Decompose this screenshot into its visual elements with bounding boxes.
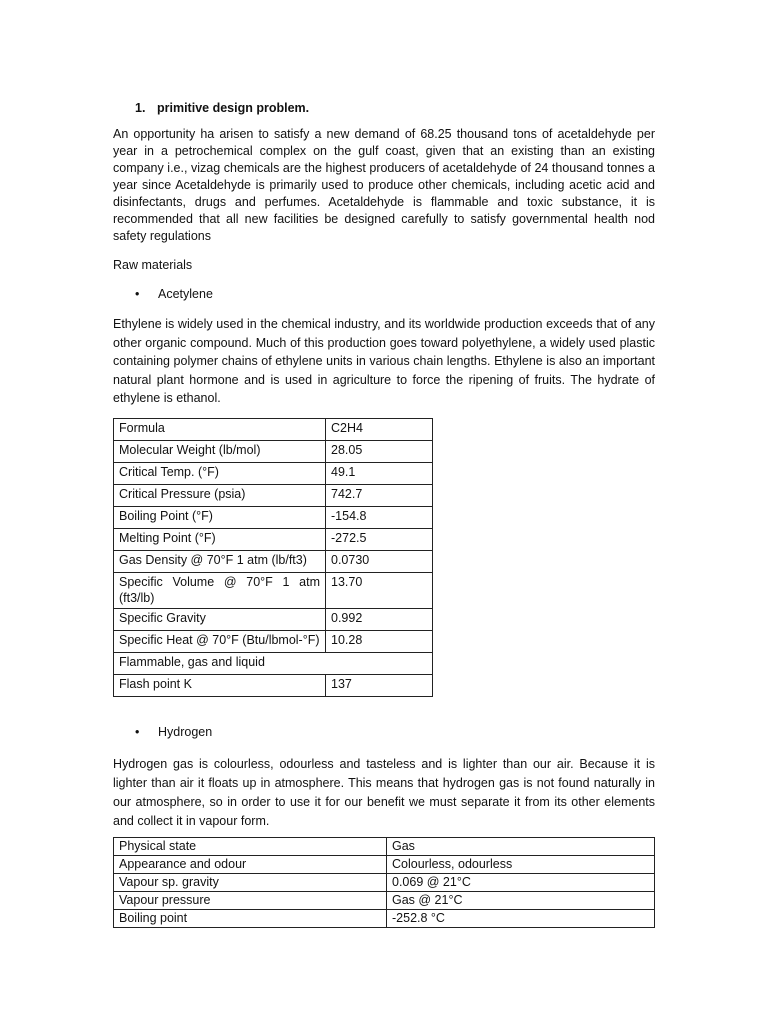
bullet-acetylene — [135, 286, 213, 303]
property-value: -252.8 °C — [387, 910, 655, 928]
table-row — [114, 551, 433, 573]
property-value: -272.5 — [326, 529, 433, 551]
property-value: 0.069 @ 21°C — [387, 874, 655, 892]
bullet-label: Hydrogen — [158, 725, 213, 739]
property-name: Flash point K — [114, 675, 326, 697]
table-row — [114, 631, 433, 653]
property-value: 28.05 — [326, 441, 433, 463]
bullet-icon: • — [135, 725, 140, 739]
bullet-icon: • — [135, 287, 140, 301]
table-row — [114, 838, 655, 856]
property-name: Specific Gravity — [114, 609, 326, 631]
property-name: Formula — [114, 419, 326, 441]
table-row — [114, 441, 433, 463]
property-name: Specific Heat @ 70°F (Btu/lbmol-°F) — [114, 631, 326, 653]
table-row — [114, 892, 655, 910]
property-name: Vapour pressure — [114, 892, 387, 910]
property-value: 0.992 — [326, 609, 433, 631]
table-row — [114, 653, 433, 675]
property-name: Critical Pressure (psia) — [114, 485, 326, 507]
table-row — [114, 485, 433, 507]
table-row — [114, 463, 433, 485]
property-value: 13.70 — [326, 573, 433, 609]
property-name: Melting Point (°F) — [114, 529, 326, 551]
ethylene-paragraph: Ethylene is widely used in the chemical industry, and its worldwide production exceeds that of any other organic compound. Much of this production goes toward polyethylene, a widely used plastic containing polymer chains of ethylene units in various chain lengths. Ethylene is also an important natural plant hormone and is used in agriculture to force the ripening of fruits. The hydrate of ethylene is ethanol. — [113, 317, 655, 405]
table-row — [114, 609, 433, 631]
property-value: 137 — [326, 675, 433, 697]
table-row — [114, 419, 433, 441]
property-name: Vapour sp. gravity — [114, 874, 387, 892]
property-name: Appearance and odour — [114, 856, 387, 874]
table-row — [114, 507, 433, 529]
heading-title: primitive design problem. — [157, 101, 310, 115]
property-name: Critical Temp. (°F) — [114, 463, 326, 485]
heading-number: 1. — [135, 101, 146, 115]
table-row — [114, 675, 433, 697]
bullet-hydrogen — [135, 724, 212, 741]
property-name: Physical state — [114, 838, 387, 856]
property-name: Boiling Point (°F) — [114, 507, 326, 529]
property-value: -154.8 — [326, 507, 433, 529]
property-value: 0.0730 — [326, 551, 433, 573]
ethylene-properties-table — [113, 418, 433, 697]
property-value: Colourless, odourless — [387, 856, 655, 874]
table-row — [114, 910, 655, 928]
property-name: Gas Density @ 70°F 1 atm (lb/ft3) — [114, 551, 326, 573]
property-name: Specific Volume @ 70°F 1 atm (ft3/lb) — [114, 573, 326, 609]
property-name: Molecular Weight (lb/mol) — [114, 441, 326, 463]
raw-materials-label: Raw materials — [113, 258, 193, 272]
property-value: 49.1 — [326, 463, 433, 485]
table-row — [114, 573, 433, 609]
property-value: 742.7 — [326, 485, 433, 507]
intro-paragraph: An opportunity ha arisen to satisfy a new demand of 68.25 thousand tons of acetaldehyde per year in a petrochemical complex on the gulf coast, given that an existing than an existing company i.e., vizag chemicals are the highest producers of acetaldehyde of 24 thousand tonnes a year since Acetaldehyde is primarily used to produce other chemicals, including acetic acid and disinfectants, drugs and perfumes. Acetaldehyde is flammable and toxic substance, it is recommended that all new facilities be designed carefully to satisfy governmental health nod safety regulations — [113, 127, 655, 243]
hydrogen-paragraph: Hydrogen gas is colourless, odourless and tasteless and is lighter than our air. Because it is lighter than air it floats up in atmosphere. This means that hydrogen gas is not found naturally in our atmosphere, so in order to use it for our benefit we must separate it from its other elements and collect it in vapour form. — [113, 757, 655, 828]
property-value: 10.28 — [326, 631, 433, 653]
section-heading — [135, 100, 309, 117]
table-row — [114, 874, 655, 892]
property-merged: Flammable, gas and liquid — [114, 653, 433, 675]
bullet-label: Acetylene — [158, 287, 213, 301]
property-name: Boiling point — [114, 910, 387, 928]
hydrogen-properties-table — [113, 837, 655, 928]
table-row — [114, 856, 655, 874]
property-value: C2H4 — [326, 419, 433, 441]
property-value: Gas — [387, 838, 655, 856]
table-row — [114, 529, 433, 551]
property-value: Gas @ 21°C — [387, 892, 655, 910]
